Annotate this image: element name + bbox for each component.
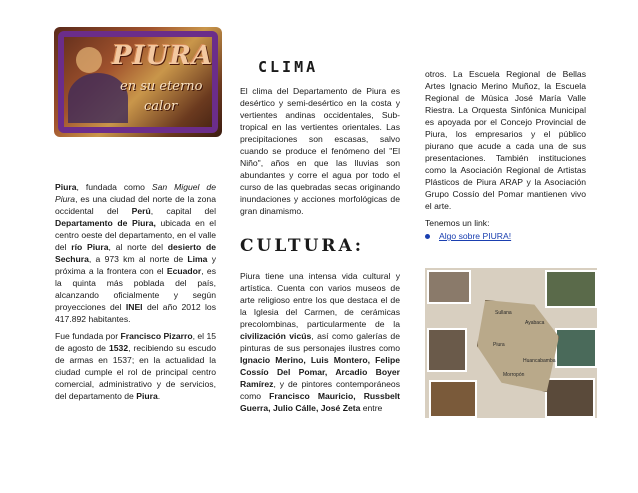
cultura-text bbox=[240, 270, 400, 419]
banner-subtitle-1: en su eterno bbox=[120, 79, 203, 94]
bullet-icon bbox=[425, 234, 430, 239]
map-label: Ayabaca bbox=[525, 320, 545, 326]
cultura-heading: CULTURA: bbox=[240, 236, 364, 256]
photo-tile bbox=[429, 380, 477, 418]
piura-link[interactable]: Algo sobre PIURA! bbox=[439, 231, 512, 241]
photo-tile bbox=[555, 328, 597, 368]
clima-heading: CLIMA bbox=[258, 58, 319, 76]
banner-title: PIURA bbox=[112, 41, 214, 71]
link-intro: Tenemos un link: bbox=[425, 218, 490, 228]
clima-text bbox=[240, 85, 400, 222]
map-label: Huancabamba bbox=[523, 358, 556, 364]
left-column bbox=[55, 181, 216, 407]
right-column bbox=[425, 68, 586, 234]
map-label: Morropón bbox=[503, 372, 525, 378]
piura-map-image bbox=[425, 268, 597, 418]
banner-subtitle-2: calor bbox=[144, 99, 178, 114]
photo-tile bbox=[427, 270, 471, 304]
clima-paragraph: El clima del Departamento de Piura es desértico y semi-desértico en la costa y vertientes andinas occidentales, Sub-tropical en las vertientes orientales. Las precipitaciones son escasas, salvo cuando se produce el fenómeno del "El Niño", años en que las lluvias son abundantes y corre el agua por todo el curso de las quebradas secas originando inundaciones y acciones morfológicas de gran dinamismo. bbox=[240, 86, 400, 216]
cultura-paragraph: Piura tiene una intensa vida cultural y artística. Cuenta con varios museos de arte religioso entre los que destaca el de la Iglesia del Carmen, de cerámicas precolombinas, particularmente de la civilización vicús, así como galerías de pinturas de sus personajes ilustres como Ignacio Merino, Luis Montero, Felipe Cossío Del Pomar, Arcadio Boyer Ramírez, y de pintores contemporáneos como Francisco Mauricio, Russbelt Guerra, Julio Cálle, José Zeta entre bbox=[240, 271, 400, 413]
photo-tile bbox=[545, 270, 597, 308]
founding-paragraph: Fue fundada por Francisco Pizarro, el 15 de agosto de 1532, recibiendo su escudo de armas en 1537; en la actualidad la ciudad cumple el rol de principal centro comercial, administrativo y de servicios, del departamento de Piura. bbox=[55, 331, 217, 401]
piura-banner-image bbox=[54, 27, 222, 137]
piura-region-map bbox=[477, 300, 559, 392]
link-list bbox=[425, 231, 511, 241]
map-label: Piura bbox=[493, 342, 505, 348]
photo-tile bbox=[545, 378, 595, 418]
arts-paragraph: otros. La Escuela Regional de Bellas Artes Ignacio Merino Muñoz, la Escuela Regional de Música José María Valle Riestra. La Orquesta Sinfónica Municipal es apoyada por el Concejo Provincial de Piura, los empresarios y el público piurano que acude a cada una de sus presentaciones. También instituciones como la Asociación Regional de Artistas Plásticos de Piura ARAP y la Asociación Grupo Cossío del Pomar mantienen vivo el arte. bbox=[425, 69, 586, 211]
photo-tile bbox=[427, 328, 467, 372]
map-label: Sullana bbox=[495, 310, 512, 316]
intro-paragraph: Piura, fundada como San Miguel de Piura, es una ciudad del norte de la zona occidental del Perú, capital del Departamento de Piura, ubicada en el centro oeste del departamento, en el valle del río Piura, al norte del desierto de Sechura, a 973 km al norte de Lima y próxima a la frontera con el Ecuador, es la quinta más poblada del país, alcanzando oficialmente y según proyecciones del INEI del año 2012 los 417.892 habitantes. bbox=[55, 182, 217, 324]
